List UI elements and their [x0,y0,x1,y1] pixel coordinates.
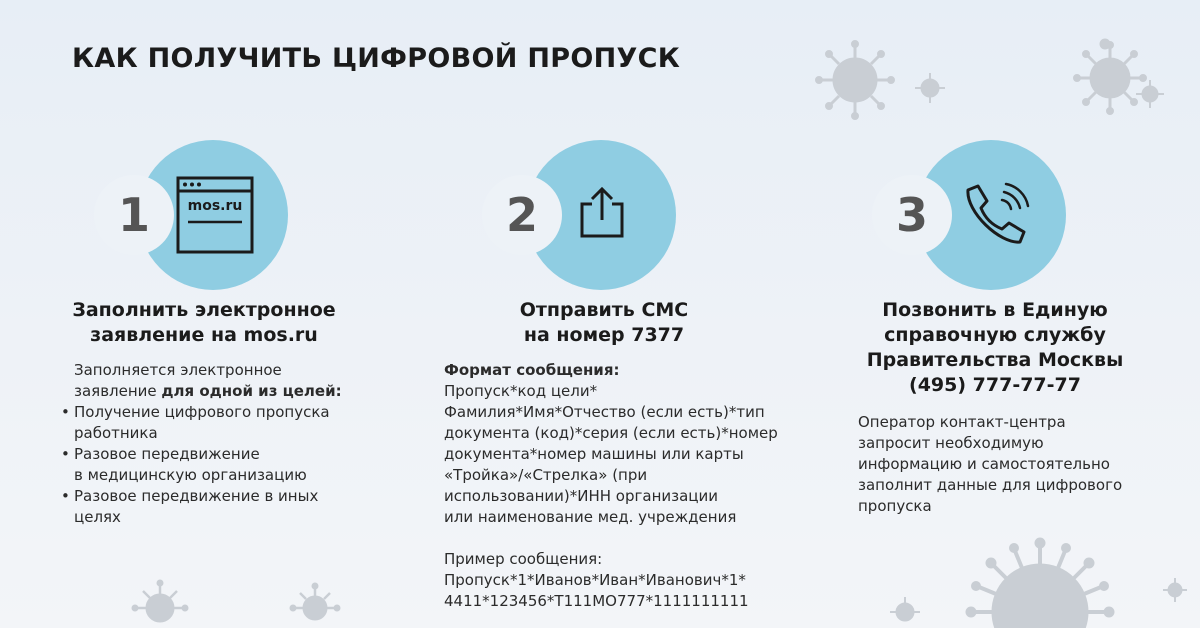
step-heading-line: Отправить СМС [519,299,689,321]
virus-icon [1136,80,1164,108]
step-description [62,360,382,528]
description-text: заявление [74,382,162,400]
step-1 [0,140,400,628]
list-item-text: • Разовое передвижение в иных [74,487,319,505]
purposes-list [62,402,382,528]
format-line: Пропуск*код цели* [444,382,598,400]
step-description [858,412,1188,517]
list-item [62,486,382,528]
example-label: Пример сообщения: [444,550,603,568]
virus-icon [1100,39,1110,49]
step-heading-line: Заполнить электронное [72,299,336,321]
browser-url-label: mos.ru [187,198,243,214]
description-bold: для одной из целей: [161,382,342,400]
step-heading [30,298,378,348]
format-line: документа*номер машины или карты [444,445,744,463]
list-item-text: • Разовое передвижение [74,445,260,463]
share-upload-icon [578,186,626,238]
description-line: Заполняется электронное [74,361,282,379]
format-label: Формат сообщения: [444,361,620,379]
list-item-text: целях [74,508,121,526]
step-2 [400,140,800,628]
description-line: заполнит данные для цифрового [858,476,1123,494]
description-line: информацию и самостоятельно [858,455,1110,473]
format-line: документа (код)*серия (если есть)*номер [444,424,778,442]
list-item-text: • Получение цифрового пропуска [74,403,330,421]
format-line: использовании)*ИНН организации [444,487,718,505]
sms-format-description [444,360,800,612]
list-item-text: работника [74,424,158,442]
list-item [62,444,382,486]
format-line: или наименование мед. учреждения [444,508,737,526]
example-line: 4411*123456*Т111МО777*1111111111 [444,592,749,610]
list-item-text: в медицинскую организацию [74,466,307,484]
example-line: Пропуск*1*Иванов*Иван*Иванович*1* [444,571,746,589]
description-line: запросит необходимую [858,434,1044,452]
step-heading-line: заявление на mos.ru [90,324,318,346]
step-number: 2 [505,188,538,242]
list-item [62,402,382,444]
description-line: пропуска [858,497,932,515]
phone-call-icon [960,182,1030,248]
spacer [444,528,800,549]
virus-icon [915,73,945,103]
step-heading-line: справочную службу [884,324,1106,346]
virus-icon [1074,42,1147,115]
page-title: КАК ПОЛУЧИТЬ ЦИФРОВОЙ ПРОПУСК [72,43,681,74]
description-line [62,381,382,402]
virus-icon [816,41,895,120]
format-line: «Тройка»/«Стрелка» (при [444,466,648,484]
phone-number: (495) 777-77-77 [909,374,1081,396]
step-number: 1 [117,188,150,242]
browser-window-icon [176,176,254,254]
step-heading-line: на номер 7377 [523,324,685,346]
step-heading-line: Позвонить в Единую [882,299,1108,321]
description-line: Оператор контакт-центра [858,413,1066,431]
step-heading [430,298,778,348]
step-number: 3 [895,188,928,242]
step-heading [810,298,1180,398]
format-line: Фамилия*Имя*Отчество (если есть)*тип [444,403,765,421]
step-heading-line: Правительства Москвы [866,349,1124,371]
step-3 [800,140,1200,628]
